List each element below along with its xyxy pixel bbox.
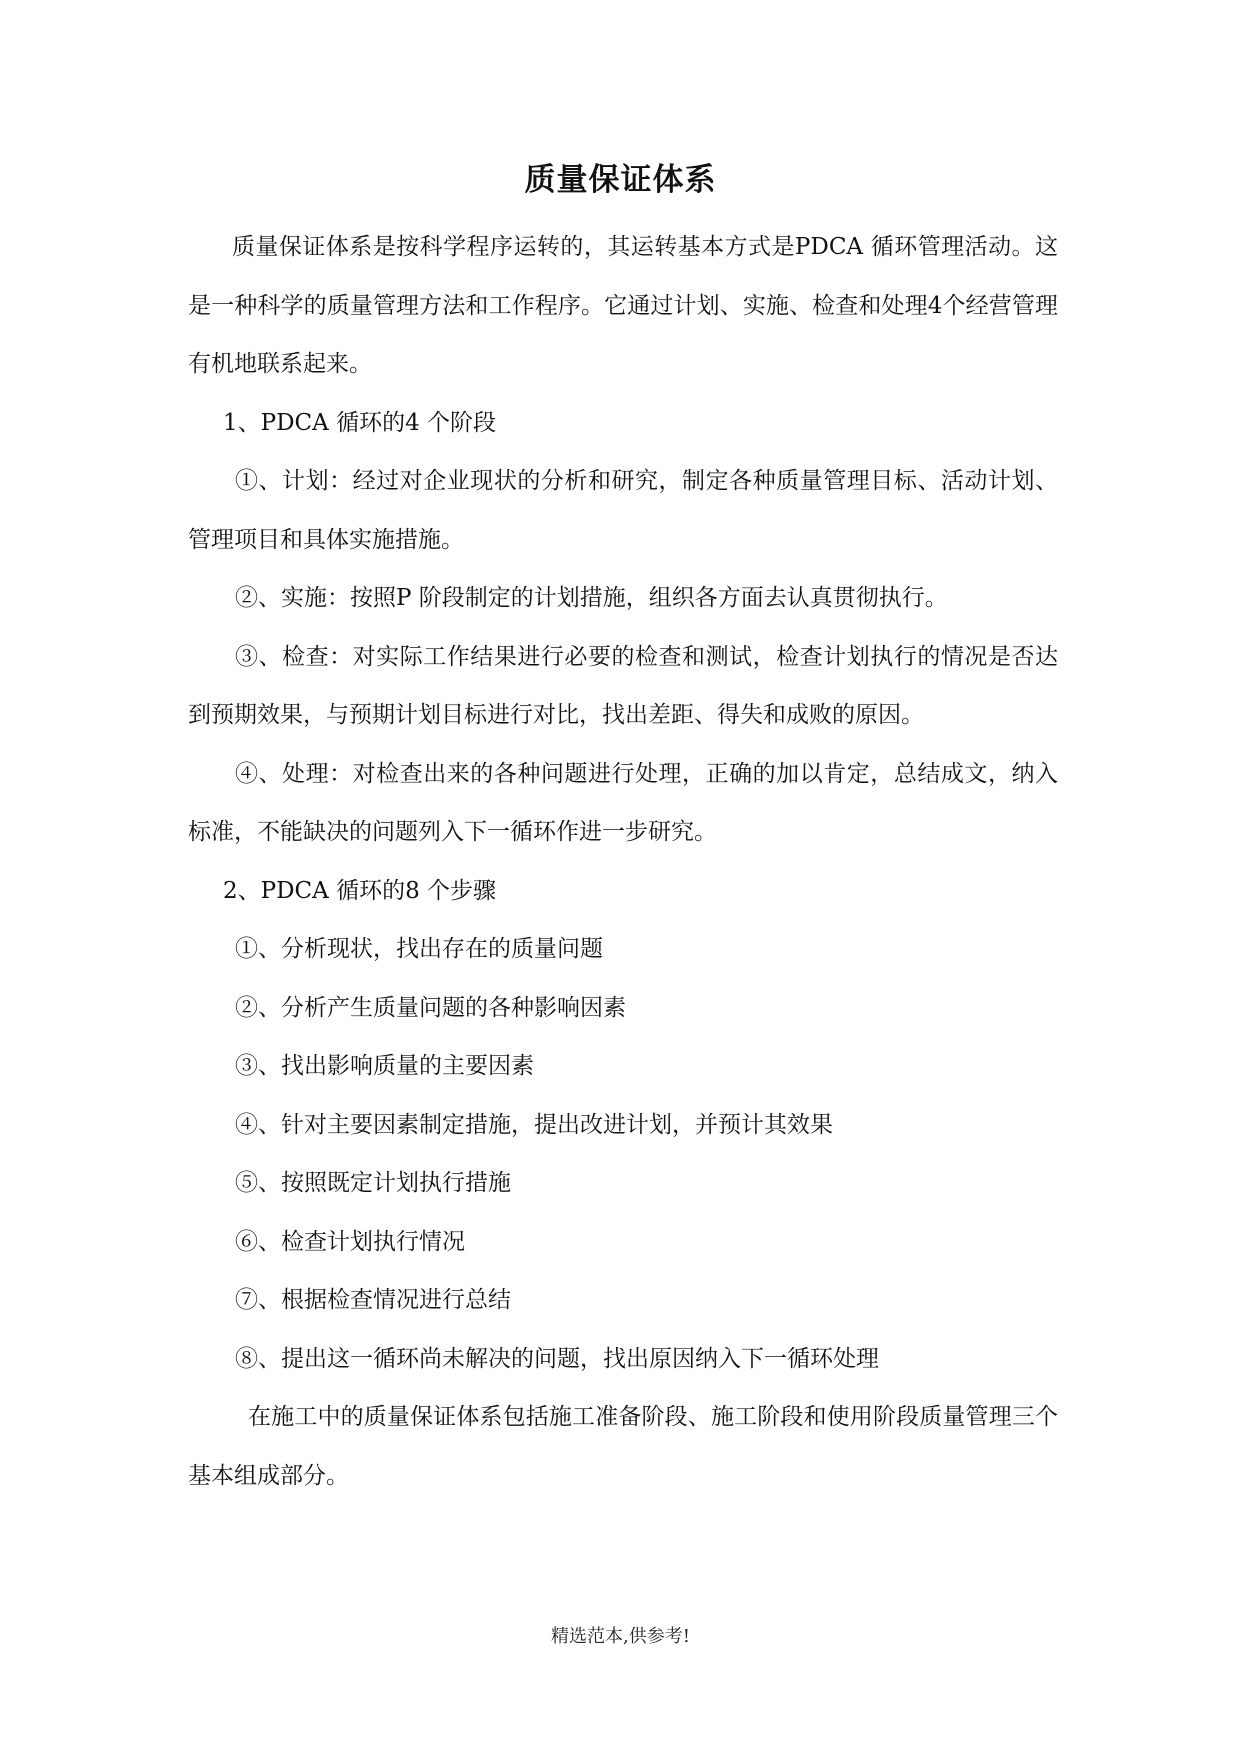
step-item: ⑥、检查计划执行情况 [235,1228,465,1255]
page-footer: 精选范本,供参考! [551,1626,690,1647]
step-item: ③、找出影响质量的主要因素 [235,1053,534,1079]
phase-plan-paragraph: ①、计划：经过对企业现状的分析和研究，制定各种质量管理目标、活动计划、管理项目和具体实施措施。 [188,468,1058,553]
step-item: ⑧、提出这一循环尚未解决的问题，找出原因纳入下一循环处理 [235,1345,879,1372]
step-item: ①、分析现状，找出存在的质量问题 [235,936,603,962]
phase-act-paragraph: ④、处理：对检查出来的各种问题进行处理，正确的加以肯定，总结成文，纳入标准，不能缺决的问题列入下一循环作进一步研究。 [188,760,1058,845]
page-title: 质量保证体系 [524,162,717,198]
document-body [188,218,1058,1505]
intro-paragraph: 质量保证体系是按科学程序运转的，其运转基本方式是PDCA 循环管理活动。这是一种科学的质量管理方法和工作程序。它通过计划、实施、检查和处理4个经营管理有机地联系起来。 [188,234,1058,377]
step-item: ⑦、根据检查情况进行总结 [235,1287,511,1313]
step-item: ④、针对主要因素制定措施，提出改进计划，并预计其效果 [235,1111,833,1138]
step-item: ⑤、按照既定计划执行措施 [235,1170,511,1196]
step-item: ②、分析产生质量问题的各种影响因素 [235,994,626,1021]
phase-do-paragraph: ②、实施：按照P 阶段制定的计划措施，组织各方面去认真贯彻执行。 [235,585,948,611]
section2-heading: 2、PDCA 循环的8 个步骤 [223,877,497,904]
closing-paragraph: 在施工中的质量保证体系包括施工准备阶段、施工阶段和使用阶段质量管理三个基本组成部分。 [188,1404,1058,1489]
phase-check-paragraph: ③、检查：对实际工作结果进行必要的检查和测试，检查计划执行的情况是否达到预期效果，与预期计划目标进行对比，找出差距、得失和成败的原因。 [188,643,1058,728]
section1-heading: 1、PDCA 循环的4 个阶段 [223,409,497,436]
